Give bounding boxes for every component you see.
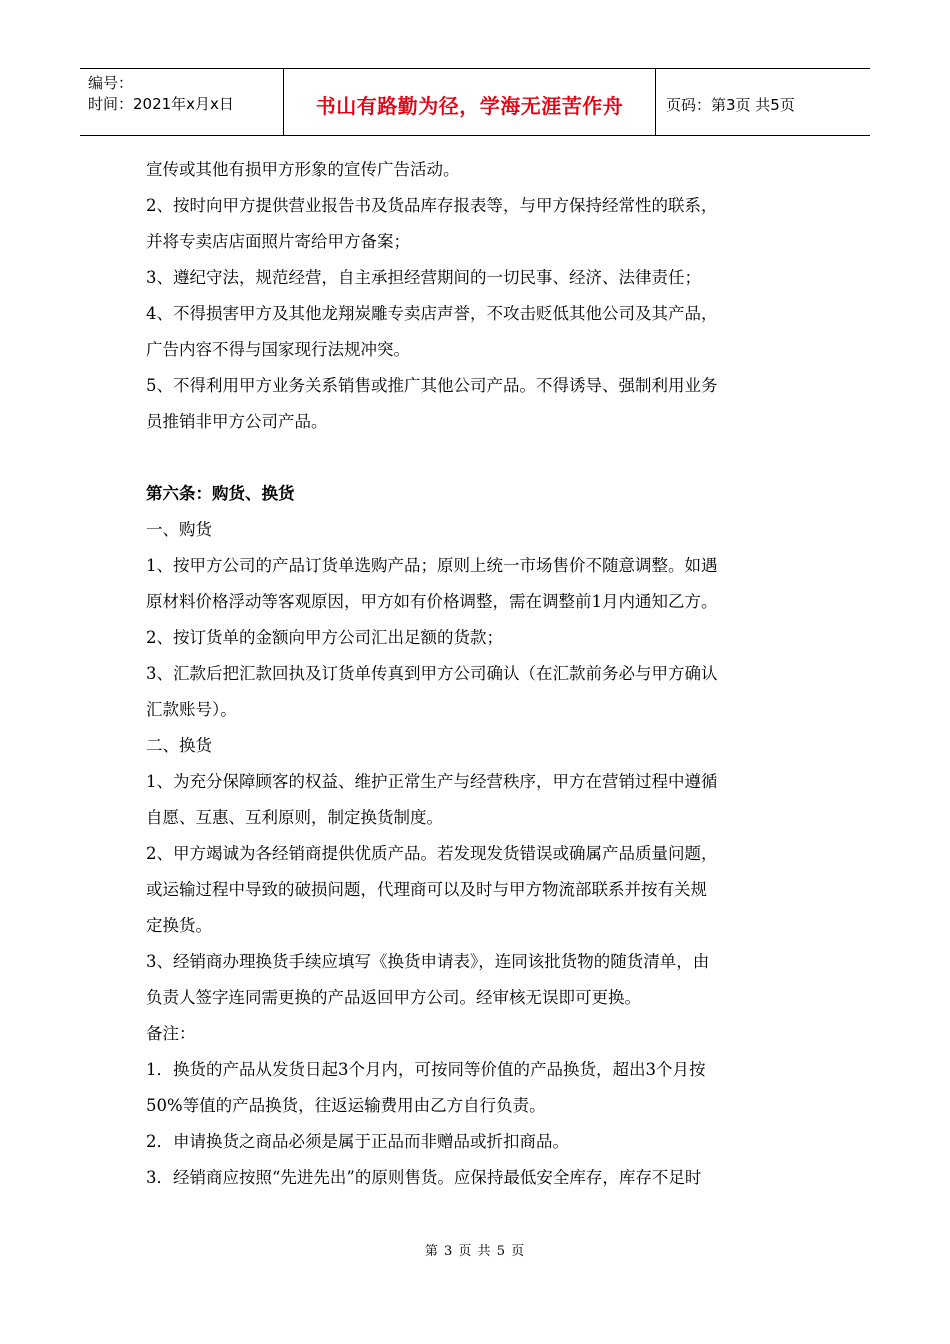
body-line: 广告内容不得与国家现行法规冲突。 (146, 340, 410, 359)
body-line: 员推销非甲方公司产品。 (146, 412, 328, 431)
section-title: 第六条：购货、换货 (146, 484, 295, 503)
body-line: 定换货。 (146, 916, 212, 935)
body-line: 1、按甲方公司的产品订货单选购产品；原则上统一市场售价不随意调整。如遇 (146, 556, 718, 575)
body-line: 宣传或其他有损甲方形象的宣传广告活动。 (146, 160, 460, 179)
body-line: 50%等值的产品换货，往返运输费用由乙方自行负责。 (146, 1096, 546, 1115)
body-line: 汇款账号）。 (146, 700, 237, 719)
serial-number-label: 编号： (88, 74, 134, 92)
document-body (146, 152, 822, 1196)
header-meta-cell (80, 69, 284, 135)
body-line: 1．换货的产品从发货日起3个月内，可按同等价值的产品换货，超出3个月按 (146, 1060, 706, 1079)
document-header (80, 68, 870, 136)
body-line: 2、甲方竭诚为各经销商提供优质产品。若发现发货错误或确属产品质量问题， (146, 844, 718, 863)
header-slogan: 书山有路勤为径，学海无涯苦作舟 (284, 69, 656, 135)
body-line: 2．申请换货之商品必须是属于正品而非赠品或折扣商品。 (146, 1132, 569, 1151)
body-line: 2、按时向甲方提供营业报告书及货品库存报表等，与甲方保持经常性的联系， (146, 196, 718, 215)
body-line: 5、不得利用甲方业务关系销售或推广其他公司产品。不得诱导、强制利用业务 (146, 376, 718, 395)
body-line: 3、遵纪守法，规范经营，自主承担经营期间的一切民事、经济、法律责任； (146, 268, 701, 287)
body-line: 或运输过程中导致的破损问题，代理商可以及时与甲方物流部联系并按有关规 (146, 880, 707, 899)
body-line: 并将专卖店店面照片寄给甲方备案； (146, 232, 410, 251)
body-line: 3、经销商办理换货手续应填写《换货申请表》，连同该批货物的随货清单，由 (146, 952, 710, 971)
body-line: 1、为充分保障顾客的权益、维护正常生产与经营秩序，甲方在营销过程中遵循 (146, 772, 718, 791)
body-line: 二、换货 (146, 736, 212, 755)
body-line: 3、汇款后把汇款回执及订货单传真到甲方公司确认（在汇款前务必与甲方确认 (146, 664, 718, 683)
body-line: 备注： (146, 1024, 196, 1043)
body-line: 3．经销商应按照“先进先出”的原则售货。应保持最低安全库存，库存不足时 (146, 1168, 702, 1187)
body-line: 2、按订货单的金额向甲方公司汇出足额的货款； (146, 628, 503, 647)
page-footer: 第 3 页 共 5 页 (424, 1244, 526, 1259)
body-line: 一、购货 (146, 520, 212, 539)
body-line: 4、不得损害甲方及其他龙翔炭雕专卖店声誉，不攻击贬低其他公司及其产品， (146, 304, 718, 323)
body-line: 负责人签字连同需更换的产品返回甲方公司。经审核无误即可更换。 (146, 988, 641, 1007)
body-line: 自愿、互惠、互利原则，制定换货制度。 (146, 808, 443, 827)
header-page-info: 页码：第3页 共5页 (666, 95, 795, 114)
paragraph-spacer (146, 440, 822, 476)
date-label: 时间：2021年x月x日 (88, 95, 234, 113)
body-line: 原材料价格浮动等客观原因，甲方如有价格调整，需在调整前1月内通知乙方。 (146, 592, 718, 611)
